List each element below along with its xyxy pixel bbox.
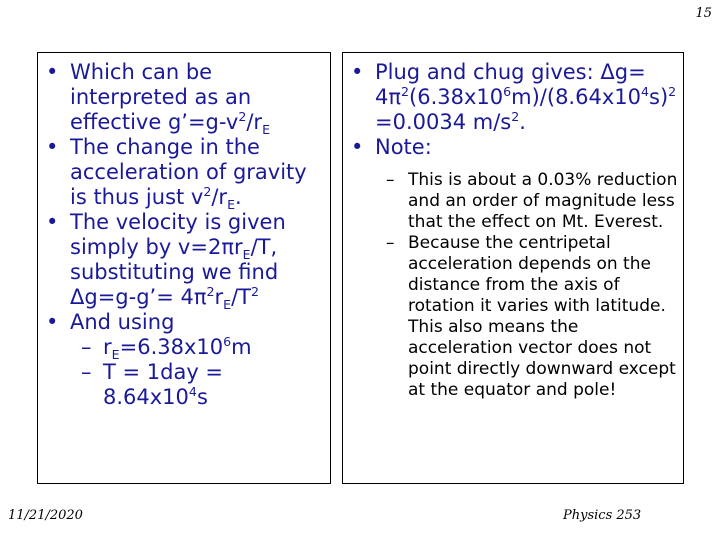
dash-icon: – — [386, 170, 395, 190]
left-text-box — [37, 52, 331, 484]
sub-bullet-latitude: – Because the centripetal acceleration depends on the distance from the axis of rotation it varies with latitude. This also means the acceleration vector does not point directly downward except at the equator and pole! — [386, 233, 676, 400]
dash-icon: – — [81, 335, 92, 359]
bullet-and-using: • And using — [46, 310, 175, 334]
bullet-velocity: • The velocity is given simply by $v=2\pi r_E/T$, substituting we find Δg=g-g’= $4\pi^2r_E/T^2$ — [46, 210, 286, 313]
sub-bullet-earth-radius: – $r_E=6.38x10^6m$ — [81, 334, 252, 363]
bullet-icon: • — [351, 60, 364, 84]
bullet-note: • Note: — [351, 135, 432, 159]
bullet-icon: • — [46, 135, 59, 159]
bullet-icon: • — [46, 60, 59, 84]
footer-course: Physics 253 — [563, 508, 642, 523]
right-text-box — [342, 52, 684, 484]
bullet-plug-and-chug: • Plug and chug gives: $\Delta g= 4\pi^2(6.38x10^6m)/(8.64x10^4s)^2 =0.0034$ $m/s^2$. — [351, 60, 677, 134]
sub-bullet-day-length: – $T = 1day = 8.64x10^4s$ — [81, 360, 224, 409]
sub-bullet-reduction: – This is about a 0.03% reduction and an order of magnitude less that the effect on Mt. Everest. — [386, 170, 678, 232]
dash-icon: – — [386, 233, 395, 253]
bullet-icon: • — [351, 135, 364, 159]
bullet-icon: • — [46, 310, 59, 334]
dash-icon: – — [81, 360, 92, 384]
slide-number: 15 — [695, 6, 712, 21]
bullet-icon: • — [46, 210, 59, 234]
bullet-gravity-change: • The change in the acceleration of gravity is thus just $v^2/r_E$. — [46, 135, 307, 213]
bullet-effective-g: • Which can be interpreted as an effective $g’=g-v^2/r_E$ — [46, 60, 271, 138]
footer-date: 11/21/2020 — [8, 508, 83, 523]
